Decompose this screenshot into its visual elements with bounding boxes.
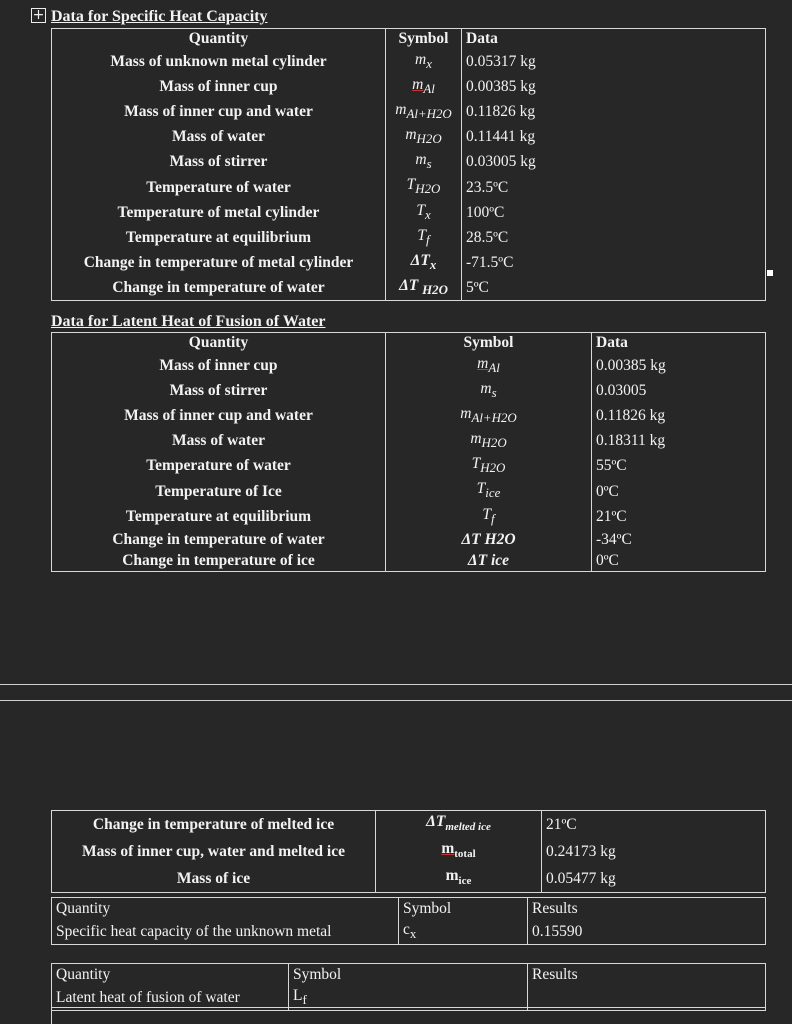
table-row — [52, 865, 766, 893]
header-quantity: Quantity — [52, 332, 386, 353]
symbol-cell: $m_{Al+H2O}$ — [386, 403, 592, 428]
specific-heat-heading: Data for Specific Heat Capacity — [51, 8, 268, 25]
data-cell: 5ºC — [462, 275, 766, 301]
table-row — [52, 250, 766, 275]
symbol-cell: $m_{total}$ — [376, 838, 542, 865]
table-row — [52, 99, 766, 124]
table-row — [52, 275, 766, 301]
quantity-cell: Mass of inner cup — [52, 74, 386, 99]
symbol-cell: $T_{H2O}$ — [386, 174, 462, 199]
table-row — [52, 225, 766, 250]
next-table-border — [51, 1007, 765, 1008]
table-row — [52, 353, 766, 378]
data-cell: 0.24173 kg — [542, 838, 766, 865]
symbol-cell: $L_f$ — [289, 985, 528, 1011]
header-symbol: Symbol — [386, 332, 592, 353]
latent-heat-heading: Data for Latent Heat of Fusion of Water — [51, 313, 326, 330]
quantity-cell: Change in temperature of metal cylinder — [52, 250, 386, 275]
next-table-border — [51, 1008, 52, 1024]
data-cell: 0ºC — [592, 550, 766, 572]
table-header-row — [52, 332, 766, 353]
table-row — [52, 428, 766, 453]
header-symbol: Symbol — [289, 964, 528, 986]
header-quantity: Quantity — [52, 28, 386, 49]
table-row — [52, 74, 766, 99]
quantity-cell: Mass of ice — [52, 865, 376, 893]
symbol-cell: $m_x$ — [386, 49, 462, 74]
table-header-row — [52, 964, 766, 986]
symbol-cell: ΔT H2O — [386, 529, 592, 550]
quantity-cell: Change in temperature of ice — [52, 550, 386, 572]
quantity-cell: Mass of unknown metal cylinder — [52, 49, 386, 74]
data-cell: 0.11441 kg — [462, 124, 766, 149]
data-cell: 28.5ºC — [462, 225, 766, 250]
data-cell: 0.05317 kg — [462, 49, 766, 74]
page-break-line — [0, 684, 792, 685]
quantity-cell: Temperature at equilibrium — [52, 225, 386, 250]
table-row — [52, 811, 766, 839]
results-specific-heat-table — [51, 897, 766, 945]
quantity-cell: Change in temperature of melted ice — [52, 811, 376, 839]
symbol-cell: $T_{H2O}$ — [386, 453, 592, 478]
symbol-cell: $m_s$ — [386, 149, 462, 174]
header-data: Data — [462, 28, 766, 49]
data-cell: 0.03005 — [592, 378, 766, 403]
table-header-row — [52, 28, 766, 49]
symbol-cell: $m_{H2O}$ — [386, 428, 592, 453]
result-cell: 0.15590 — [528, 919, 766, 945]
symbol-cell: $T_x$ — [386, 200, 462, 225]
table-row — [52, 504, 766, 529]
header-results: Results — [528, 964, 766, 986]
data-cell: 55ºC — [592, 453, 766, 478]
quantity-cell: Change in temperature of water — [52, 529, 386, 550]
table-row — [52, 838, 766, 865]
symbol-cell: $m_s$ — [386, 378, 592, 403]
data-cell: 0.11826 kg — [592, 403, 766, 428]
quantity-cell: Temperature at equilibrium — [52, 504, 386, 529]
quantity-cell: Mass of inner cup, water and melted ice — [52, 838, 376, 865]
table-top-border — [51, 28, 765, 29]
table-row — [52, 403, 766, 428]
quantity-cell: Mass of stirrer — [52, 378, 386, 403]
results-latent-heat-table — [51, 963, 766, 1011]
resize-handle-icon[interactable] — [767, 270, 773, 276]
table-row — [52, 550, 766, 572]
table-row — [52, 149, 766, 174]
table-row — [52, 529, 766, 550]
latent-heat-table — [51, 332, 766, 572]
quantity-cell: Temperature of metal cylinder — [52, 200, 386, 225]
symbol-cell: $\Delta T_x$ — [386, 250, 462, 275]
data-cell: 0.18311 kg — [592, 428, 766, 453]
symbol-cell: $c_x$ — [399, 919, 528, 945]
melted-ice-table — [51, 810, 766, 893]
quantity-cell: Mass of water — [52, 428, 386, 453]
table-row — [52, 124, 766, 149]
symbol-cell: $m_{ice}$ — [376, 865, 542, 893]
data-cell: 0.00385 kg — [592, 353, 766, 378]
data-cell: 21ºC — [542, 811, 766, 839]
quantity-cell: Latent heat of fusion of water — [52, 985, 289, 1011]
header-data: Data — [592, 332, 766, 353]
symbol-cell: $T_{ice}$ — [386, 478, 592, 503]
quantity-cell: Specific heat capacity of the unknown metal — [52, 919, 399, 945]
table-header-row — [52, 898, 766, 920]
header-symbol: Symbol — [386, 28, 462, 49]
data-cell: 0.05477 kg — [542, 865, 766, 893]
quantity-cell: Mass of inner cup — [52, 353, 386, 378]
table-row — [52, 174, 766, 199]
data-cell: 0.00385 kg — [462, 74, 766, 99]
quantity-cell: Mass of water — [52, 124, 386, 149]
data-cell: 0ºC — [592, 478, 766, 503]
table-row — [52, 49, 766, 74]
specific-heat-table — [51, 28, 766, 301]
table-row — [52, 378, 766, 403]
symbol-cell: $T_f$ — [386, 225, 462, 250]
data-cell: 21ºC — [592, 504, 766, 529]
table-move-handle-icon[interactable]: + — [32, 7, 45, 23]
table-row — [52, 200, 766, 225]
quantity-cell: Change in temperature of water — [52, 275, 386, 301]
table-row — [52, 453, 766, 478]
quantity-cell: Temperature of water — [52, 453, 386, 478]
data-cell: -71.5ºC — [462, 250, 766, 275]
symbol-cell: $m_{Al}$ — [386, 353, 592, 378]
quantity-cell: Temperature of water — [52, 174, 386, 199]
symbol-cell: $T_f$ — [386, 504, 592, 529]
quantity-cell: Mass of stirrer — [52, 149, 386, 174]
header-quantity: Quantity — [52, 898, 399, 920]
symbol-cell: $m_{Al}$ — [386, 74, 462, 99]
data-cell: 0.11826 kg — [462, 99, 766, 124]
header-results: Results — [528, 898, 766, 920]
quantity-cell: Temperature of Ice — [52, 478, 386, 503]
symbol-cell: ΔT $_{H2O}$ — [386, 275, 462, 301]
symbol-cell: $\Delta T_{melted ice}$ — [376, 811, 542, 839]
quantity-cell: Mass of inner cup and water — [52, 99, 386, 124]
data-cell: 100ºC — [462, 200, 766, 225]
table-row — [52, 919, 766, 945]
symbol-cell: $m_{Al+H2O}$ — [386, 99, 462, 124]
page-break-line — [0, 700, 792, 701]
symbol-cell: ΔT ice — [386, 550, 592, 572]
data-cell: 23.5ºC — [462, 174, 766, 199]
data-cell: -34ºC — [592, 529, 766, 550]
table-row — [52, 478, 766, 503]
header-quantity: Quantity — [52, 964, 289, 986]
quantity-cell: Mass of inner cup and water — [52, 403, 386, 428]
header-symbol: Symbol — [399, 898, 528, 920]
data-cell: 0.03005 kg — [462, 149, 766, 174]
symbol-cell: $m_{H2O}$ — [386, 124, 462, 149]
table-top-border — [51, 332, 765, 333]
